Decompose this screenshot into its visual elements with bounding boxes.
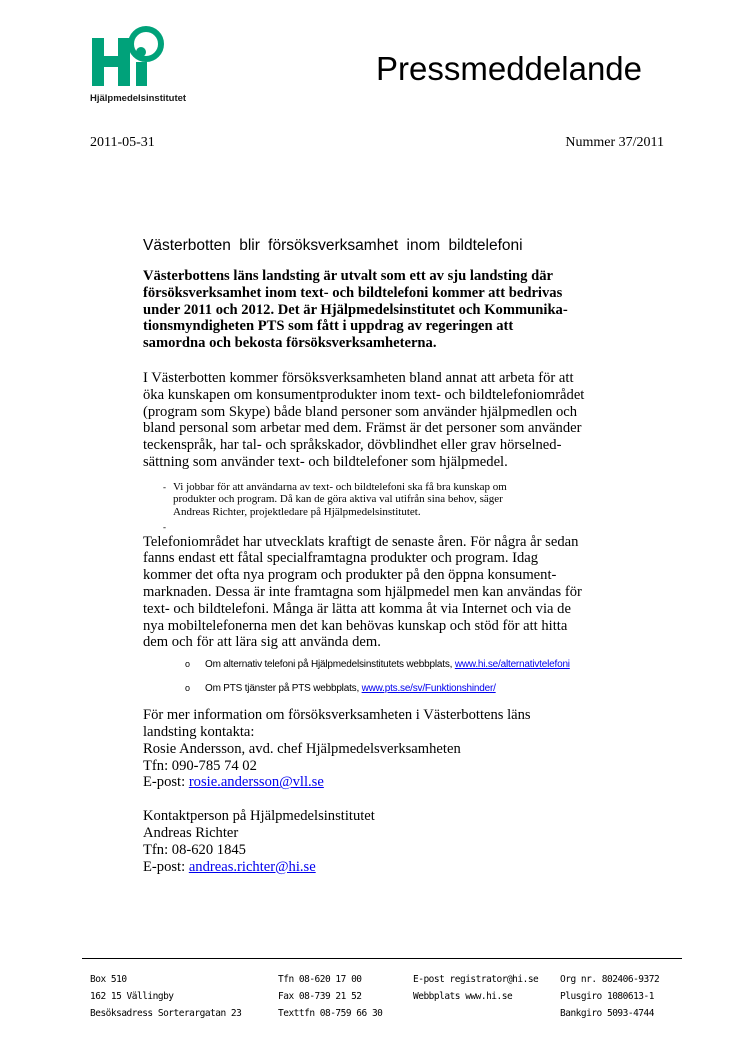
footer-phone xyxy=(278,971,382,1022)
link-list xyxy=(143,659,675,695)
contact-phone: Tfn: 090-785 74 02 xyxy=(143,757,257,774)
footer-line-text: Box 510 xyxy=(90,974,127,985)
contact-block-2 xyxy=(143,808,675,875)
article-lead xyxy=(143,268,675,352)
footer-line-text: Besöksadress Sorterargatan 23 xyxy=(90,1008,242,1019)
quote-line: Vi jobbar för att användarna av text- och bildtelefoni ska få bra kunskap om xyxy=(173,480,507,493)
footer-line-text: Fax 08-739 21 52 xyxy=(278,991,362,1002)
email-link-rosie[interactable]: rosie.andersson@vll.se xyxy=(188,774,324,791)
footer-divider xyxy=(82,958,682,959)
lead-line: tionsmyndigheten PTS som fått i uppdrag av regeringen att xyxy=(143,318,514,335)
article-body xyxy=(143,236,675,875)
quote-list xyxy=(143,481,675,534)
paragraph-line: teckenspråk, har tal- och språkskador, dövblindhet eller grav hörselned- xyxy=(143,437,562,454)
paragraph-line: text- och bildtelefoni. Många är lätta att komma åt via Internet och via de xyxy=(143,600,571,617)
paragraph-line: I Västerbotten kommer försöksverksamheten bland annat att arbeta för att xyxy=(143,369,574,386)
footer-line-text: Org nr. 802406-9372 xyxy=(560,974,660,985)
lead-line: Västerbottens läns landsting är utvalt som ett av sju landsting där xyxy=(143,268,554,284)
paragraph-line: sättning som använder text- och bildtelefoner som hjälpmedel. xyxy=(143,453,508,470)
paragraph-line: marknaden. Dessa är inte framtagna som hjälpmedel men kan användas för xyxy=(143,583,582,600)
paragraph-line: öka kunskapen om konsumentprodukter inom text- och bildtelefoniområdet xyxy=(143,386,585,403)
empty-quote-item xyxy=(163,521,675,534)
paragraph-line: fanns endast ett fåtal specialframtagna produkter och program. Idag xyxy=(143,550,539,567)
dash-bullet-icon: - xyxy=(163,481,166,492)
link-pts-funktionshinder[interactable]: www.pts.se/sv/Funktionshinder/ xyxy=(361,683,496,695)
footer-line-text: Tfn 08-620 17 00 xyxy=(278,974,362,985)
paragraph-line: (program som Skype) både bland personer som använder hjälpmedlen och xyxy=(143,403,578,420)
contact-phone: Tfn: 08-620 1845 xyxy=(143,841,246,858)
quote-line: produkter och program. Då kan de göra aktiva val utifrån sina behov, säger xyxy=(173,493,503,506)
link-alternativtelefoni[interactable]: www.hi.se/alternativtelefoni xyxy=(454,659,570,671)
dash-bullet-icon: - xyxy=(163,521,166,532)
document-type-title: Pressmeddelande xyxy=(376,50,642,87)
footer-org xyxy=(560,971,659,1022)
quote-line: Andreas Richter, projektledare på Hjälpmedelsinstitutet. xyxy=(173,505,421,518)
paragraph-line: Telefoniområdet har utvecklats kraftigt de senaste åren. För några år sedan xyxy=(143,533,579,550)
footer-line-text: 162 15 Vällingby xyxy=(90,991,174,1002)
contact-email-row xyxy=(143,859,675,876)
contact-name: Rosie Andersson, avd. chef Hjälpmedelsverksamheten xyxy=(143,740,461,757)
press-release-number: Nummer 37/2011 xyxy=(565,135,664,150)
contact-intro: För mer information om försöksverksamheten i Västerbottens läns xyxy=(143,707,531,724)
paragraph-1 xyxy=(143,370,675,471)
circle-bullet-icon: o xyxy=(185,683,190,694)
footer-line-text: Webbplats www.hi.se xyxy=(413,991,513,1002)
lead-line: under 2011 och 2012. Det är Hjälpmedelsinstitutet och Kommunika- xyxy=(143,301,568,318)
email-link-andreas[interactable]: andreas.richter@hi.se xyxy=(188,858,316,875)
press-release-date: 2011-05-31 xyxy=(90,135,155,150)
contact-block-1 xyxy=(143,707,675,791)
contact-email-row xyxy=(143,774,675,791)
paragraph-2 xyxy=(143,534,675,652)
email-label: E-post: xyxy=(143,774,189,791)
contact-name: Andreas Richter xyxy=(143,824,239,841)
footer-line-text: Plusgiro 1080613-1 xyxy=(560,991,654,1002)
circle-bullet-icon: o xyxy=(185,659,190,670)
paragraph-line: bland personal som arbetar med dem. Främst är det personer som använder xyxy=(143,420,582,437)
email-label: E-post: xyxy=(143,858,189,875)
logo-text: Hjälpmedelsinstitutet xyxy=(90,93,187,104)
footer-line-text: Texttfn 08-759 66 30 xyxy=(278,1008,383,1019)
footer-line-text: Bankgiro 5093-4744 xyxy=(560,1008,654,1019)
article-headline: Västerbotten blir försöksverksamhet inom bildtelefoni xyxy=(143,237,523,254)
link-description: Om PTS tjänster på PTS webbplats, xyxy=(205,683,362,695)
paragraph-line: dem och för att lära sig att använda dem. xyxy=(143,634,381,651)
link-item xyxy=(185,659,675,671)
link-item xyxy=(185,683,675,695)
paragraph-line: kommer det ofta nya program och produkter på den öppna konsument- xyxy=(143,567,557,584)
footer-address xyxy=(90,971,241,1022)
contact-intro: Kontaktperson på Hjälpmedelsinstitutet xyxy=(143,808,375,825)
lead-line: försöksverksamhet inom text- och bildtelefoni kommer att bedrivas xyxy=(143,284,563,301)
paragraph-line: nya mobiltelefonerna men det kan behövas kunskap och stöd för att hitta xyxy=(143,617,568,634)
link-description: Om alternativ telefoni på Hjälpmedelsinstitutets webbplats, xyxy=(205,659,455,671)
quote-item xyxy=(163,480,675,519)
footer-web xyxy=(413,971,538,1005)
lead-line: samordna och bekosta försöksverksamheterna. xyxy=(143,335,437,352)
footer-line-text: E-post registrator@hi.se xyxy=(413,974,539,985)
contact-intro: landsting kontakta: xyxy=(143,723,255,740)
